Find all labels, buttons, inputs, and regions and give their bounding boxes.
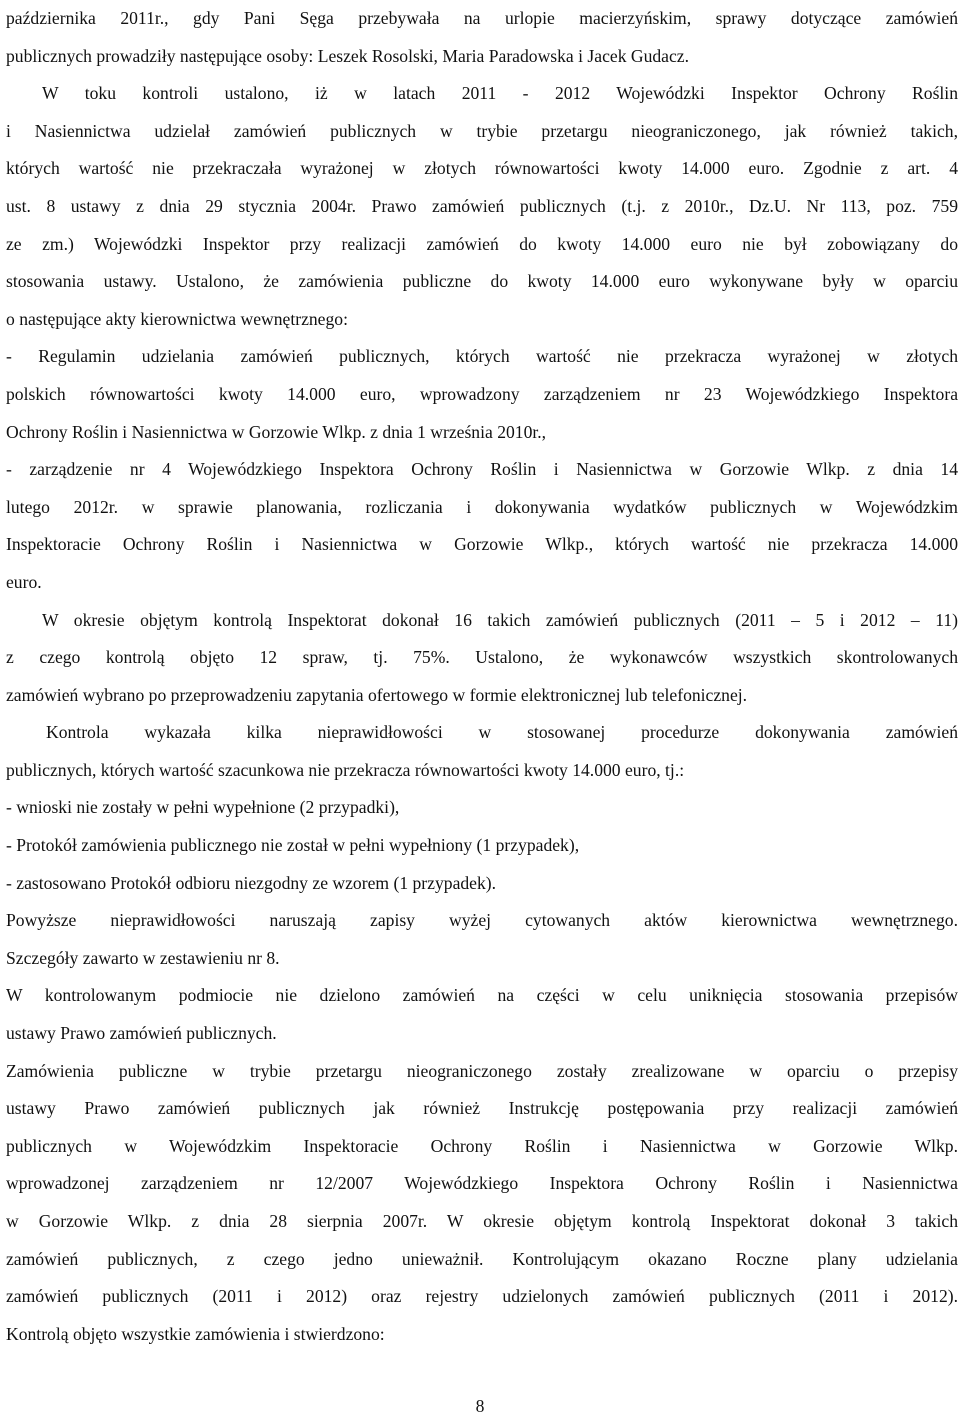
text-line: których wartość nie przekraczała wyrażonej w złotych równowartości kwoty 14.000 euro. Zgodnie z art. 4 bbox=[6, 158, 958, 179]
text-line: ust. 8 ustawy z dnia 29 stycznia 2004r. Prawo zamówień publicznych (t.j. z 2010r., Dz.U. Nr 113, poz. 759 bbox=[6, 195, 958, 216]
text-line: wprowadzonej zarządzeniem nr 12/2007 Wojewódzkiego Inspektora Ochrony Roślin i Nasiennictwa bbox=[6, 1173, 958, 1194]
text-line: i Nasiennictwa udzielał zamówień publicznych w trybie przetargu nieograniczonego, jak również takich, bbox=[6, 120, 958, 141]
text-line: publicznych, których wartość szacunkowa nie przekracza równowartości kwoty 14.000 euro, tj.: bbox=[6, 759, 685, 780]
text-line: Powyższe nieprawidłowości naruszają zapisy wyżej cytowanych aktów kierownictwa wewnętrznego. bbox=[6, 910, 958, 931]
text-line: Szczegóły zawarto w zestawieniu nr 8. bbox=[6, 947, 280, 968]
text-line: ustawy Prawo zamówień publicznych. bbox=[6, 1023, 277, 1044]
document-body bbox=[6, 0, 958, 1353]
text-line: z czego kontrolą objęto 12 spraw, tj. 75%. Ustalono, że wykonawców wszystkich skontrolowanych bbox=[6, 647, 958, 668]
text-line: - Regulamin udzielania zamówień publicznych, których wartość nie przekracza wyrażonej w złotych bbox=[6, 346, 958, 367]
text-line: W kontrolowanym podmiocie nie dzielono zamówień na części w celu uniknięcia stosowania przepisów bbox=[6, 985, 958, 1006]
text-line: publicznych prowadziły następujące osoby: Leszek Rosolski, Maria Paradowska i Jacek Gudacz. bbox=[6, 45, 690, 66]
text-line: Kontrolą objęto wszystkie zamówienia i stwierdzono: bbox=[6, 1323, 385, 1344]
text-line: - zastosowano Protokół odbioru niezgodny ze wzorem (1 przypadek). bbox=[6, 872, 497, 893]
text-line: Inspektoracie Ochrony Roślin i Nasiennictwa w Gorzowie Wlkp., których wartość nie przekracza 14.000 bbox=[6, 534, 958, 555]
text-line: ze zm.) Wojewódzki Inspektor przy realizacji zamówień do kwoty 14.000 euro nie był zobowiązany do bbox=[6, 233, 958, 254]
text-line: lutego 2012r. w sprawie planowania, rozliczania i dokonywania wydatków publicznych w Wojewódzkim bbox=[6, 496, 958, 517]
text-line: polskich równowartości kwoty 14.000 euro, wprowadzony zarządzeniem nr 23 Wojewódzkiego Inspektora bbox=[6, 383, 958, 404]
text-line: - Protokół zamówienia publicznego nie został w pełni wypełniony (1 przypadek), bbox=[6, 835, 580, 856]
text-line: euro. bbox=[6, 571, 42, 592]
text-line: stosowania ustawy. Ustalono, że zamówienia publiczne do kwoty 14.000 euro wykonywane były w oparciu bbox=[6, 271, 958, 292]
text-line: W toku kontroli ustalono, iż w latach 2011 - 2012 Wojewódzki Inspektor Ochrony Roślin bbox=[42, 83, 958, 104]
page-number: 8 bbox=[475, 1396, 485, 1416]
text-line: publicznych w Wojewódzkim Inspektoracie Ochrony Roślin i Nasiennictwa w Gorzowie Wlkp. bbox=[6, 1135, 958, 1156]
text-line: W okresie objętym kontrolą Inspektorat dokonał 16 takich zamówień publicznych (2011 – 5 i 2012 – 11) bbox=[42, 609, 958, 630]
text-line: Zamówienia publiczne w trybie przetargu nieograniczonego zostały zrealizowane w oparciu o przepisy bbox=[6, 1060, 958, 1081]
text-line: października 2011r., gdy Pani Sęga przebywała na urlopie macierzyńskim, sprawy dotyczące zamówień bbox=[6, 8, 958, 28]
text-line: Ochrony Roślin i Nasiennictwa w Gorzowie Wlkp. z dnia 1 września 2010r., bbox=[6, 421, 547, 442]
text-line: ustawy Prawo zamówień publicznych jak również Instrukcję postępowania przy realizacji zamówień bbox=[6, 1098, 958, 1119]
text-line: - wnioski nie zostały w pełni wypełnione (2 przypadki), bbox=[6, 797, 400, 818]
text-line: o następujące akty kierownictwa wewnętrznego: bbox=[6, 308, 348, 329]
text-line: zamówień publicznych, z czego jedno unieważnił. Kontrolującym okazano Roczne plany udzielania bbox=[6, 1248, 958, 1269]
text-line: Kontrola wykazała kilka nieprawidłowości w stosowanej procedurze dokonywania zamówień bbox=[46, 722, 958, 743]
text-line: zamówień wybrano po przeprowadzeniu zapytania ofertowego w formie elektronicznej lub telefonicznej. bbox=[6, 684, 748, 705]
text-line: zamówień publicznych (2011 i 2012) oraz rejestry udzielonych zamówień publicznych (2011 i 2012). bbox=[6, 1286, 958, 1307]
text-line: - zarządzenie nr 4 Wojewódzkiego Inspektora Ochrony Roślin i Nasiennictwa w Gorzowie Wlkp. z dnia 14 bbox=[6, 459, 958, 480]
text-line: w Gorzowie Wlkp. z dnia 28 sierpnia 2007r. W okresie objętym kontrolą Inspektorat dokonał 3 takich bbox=[6, 1211, 958, 1231]
